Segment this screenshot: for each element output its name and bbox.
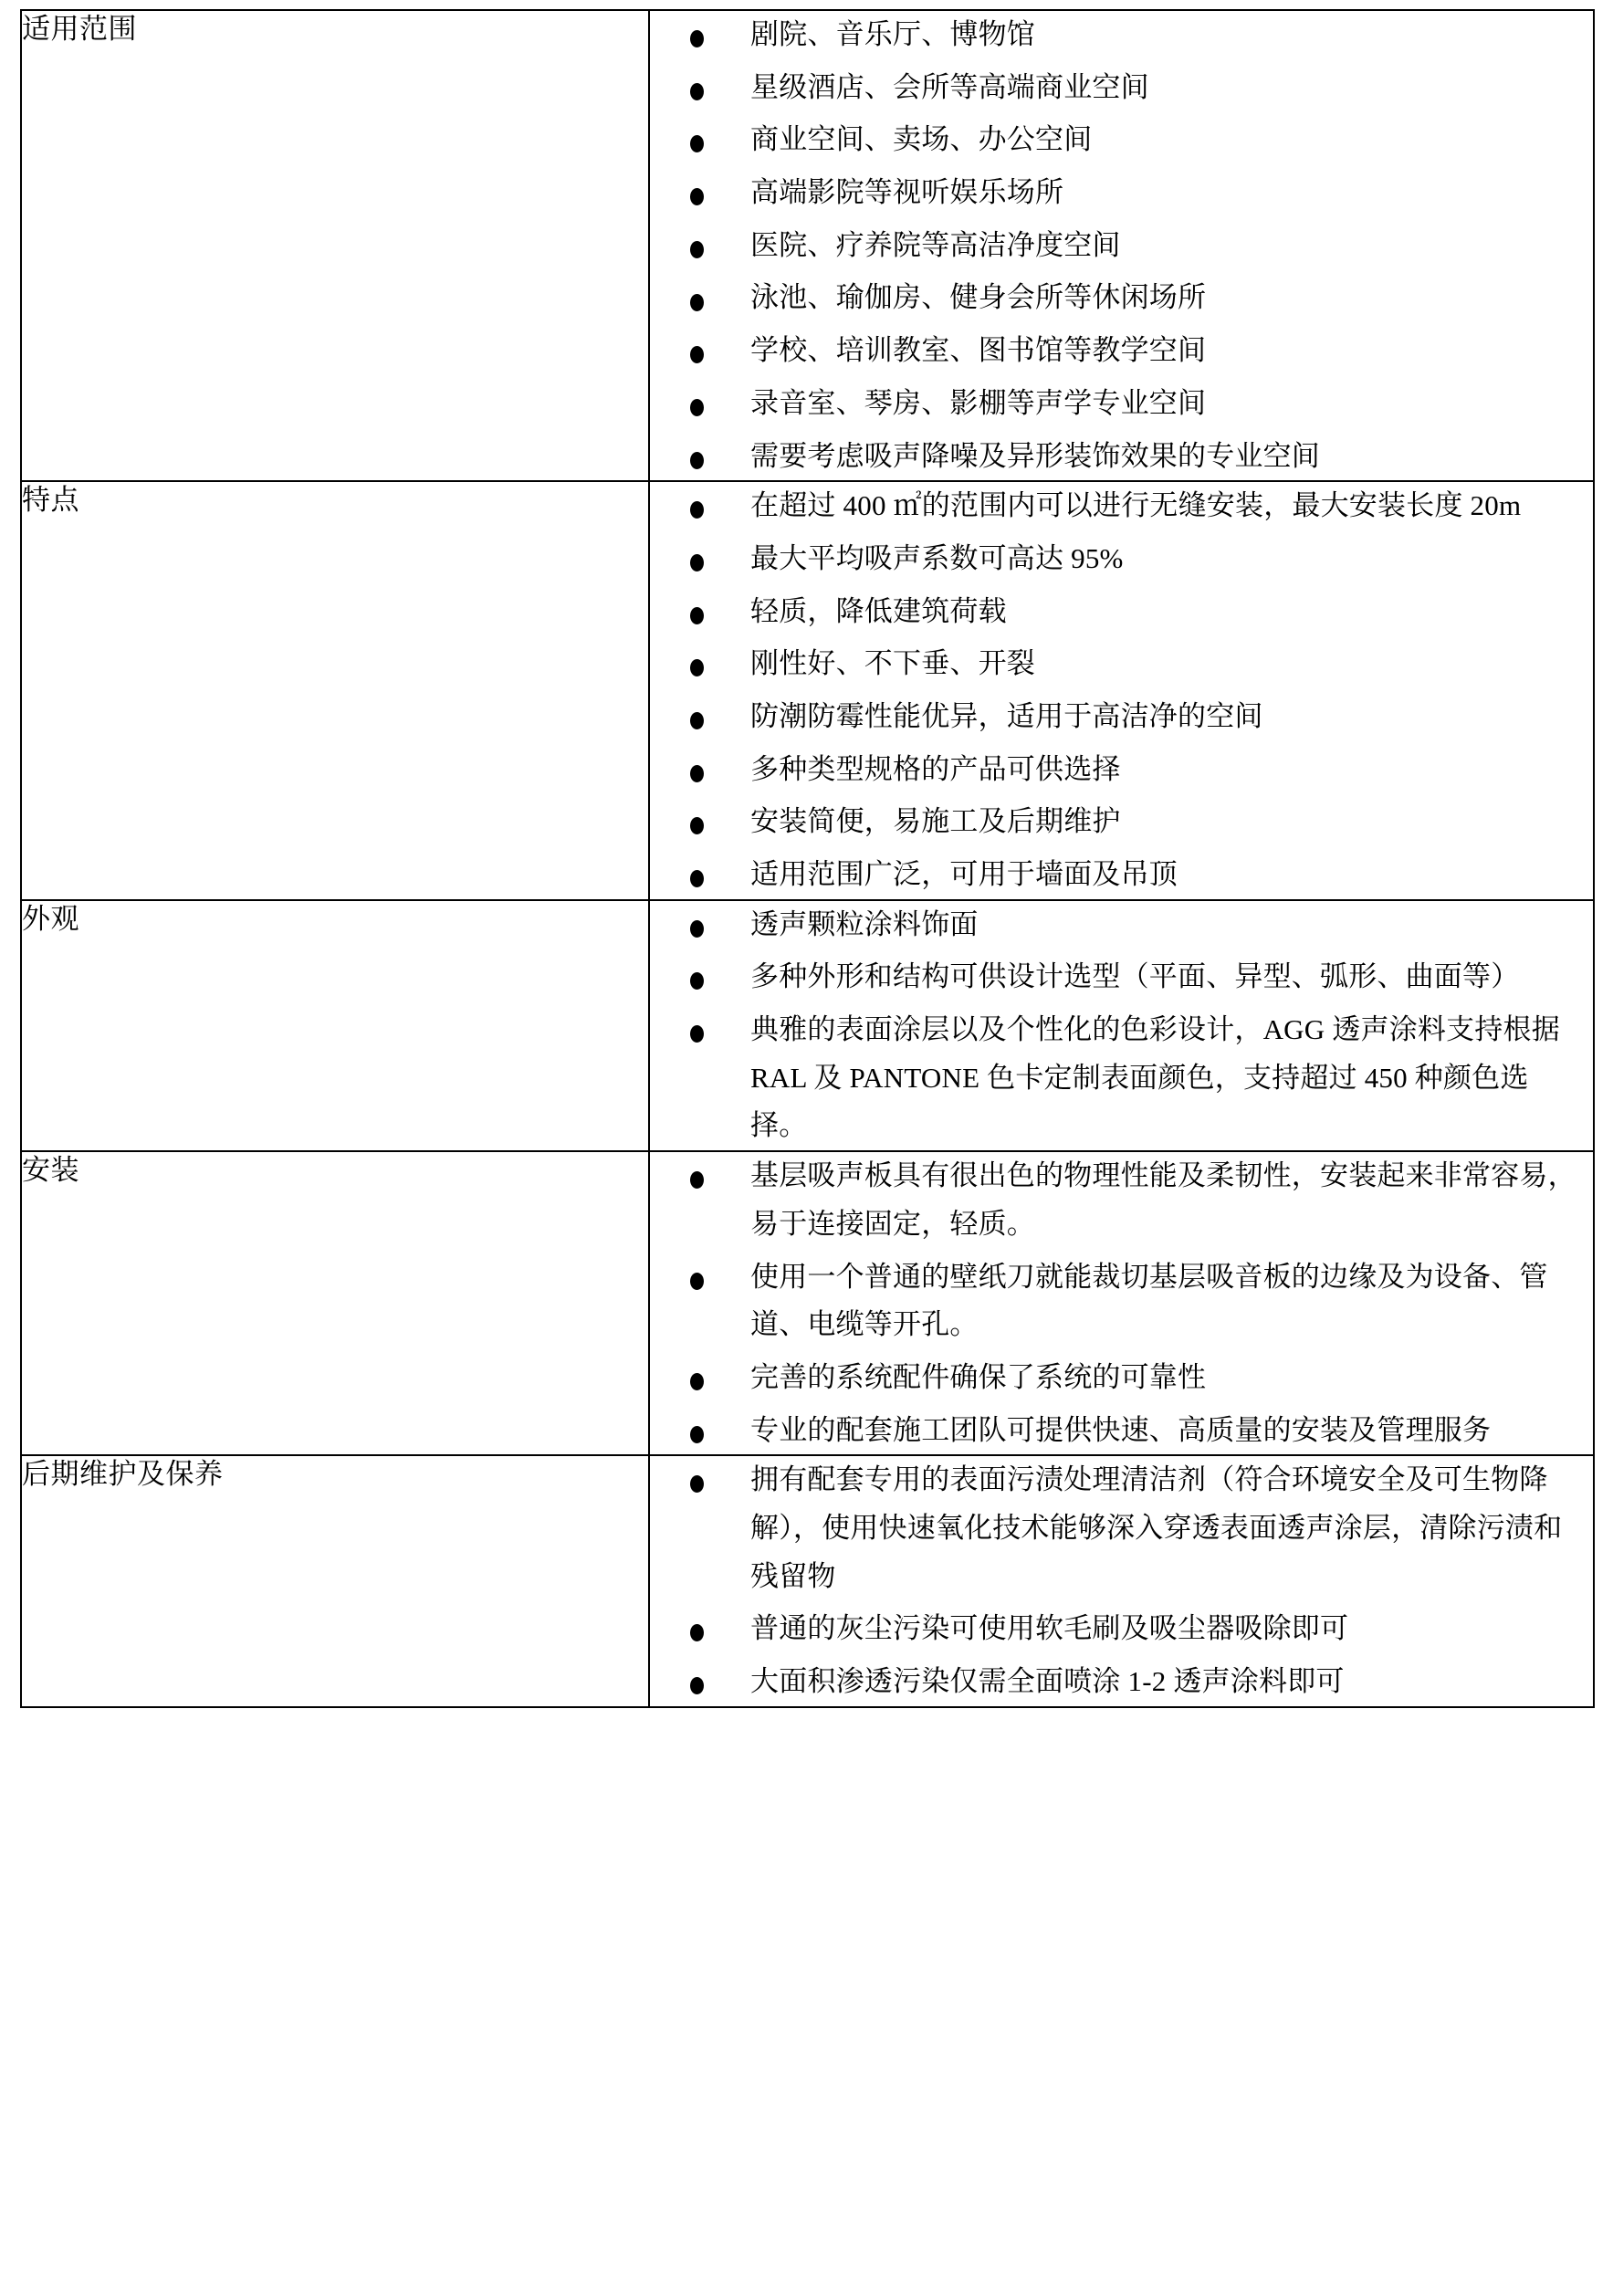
bullet-dot-icon <box>690 972 704 990</box>
bullet-dot-icon <box>690 817 704 834</box>
list-item-text: 透声颗粒涂料饰面 <box>750 907 979 940</box>
bullet-dot-icon <box>690 712 704 729</box>
list-item <box>650 169 1593 217</box>
list-item <box>650 380 1593 428</box>
row-label: 特点 <box>22 484 79 517</box>
bullet-dot-icon <box>690 1426 704 1443</box>
bullet-dot-icon <box>690 1373 704 1390</box>
list-item-text: 星级酒店、会所等高端商业空间 <box>750 70 1149 103</box>
bullet-list <box>650 901 1593 1150</box>
list-item-text: 普通的灰尘污染可使用软毛刷及吸尘器吸除即可 <box>750 1612 1349 1645</box>
list-item <box>650 274 1593 322</box>
list-item-text: 专业的配套施工团队可提供快速、高质量的安装及管理服务 <box>750 1413 1492 1446</box>
list-item-text: 多种类型规格的产品可供选择 <box>750 752 1121 785</box>
bullet-dot-icon <box>690 294 704 311</box>
row-label-cell <box>21 10 649 481</box>
spec-table-body <box>21 10 1594 1707</box>
table-row <box>21 10 1594 481</box>
list-item-text: 使用一个普通的壁纸刀就能裁切基层吸音板的边缘及为设备、管道、电缆等开孔。 <box>750 1260 1548 1341</box>
list-item <box>650 693 1593 741</box>
list-item-text: 录音室、琴房、影棚等声学专业空间 <box>750 386 1207 419</box>
list-item <box>650 535 1593 583</box>
list-item <box>650 1006 1593 1150</box>
list-item-text: 剧院、音乐厅、博物馆 <box>750 18 1035 50</box>
row-label-cell <box>21 481 649 900</box>
row-content-cell <box>649 10 1594 481</box>
bullet-list <box>650 482 1593 899</box>
list-item-text: 医院、疗养院等高洁净度空间 <box>750 228 1121 261</box>
list-item-text: 多种外形和结构可供设计选型（平面、异型、弧形、曲面等） <box>750 960 1520 993</box>
bullet-dot-icon <box>690 1624 704 1641</box>
list-item <box>650 1253 1593 1349</box>
list-item-text: 在超过 400 ㎡的范围内可以进行无缝安装，最大安装长度 20m <box>750 489 1522 522</box>
row-label: 后期维护及保养 <box>22 1458 224 1491</box>
list-item-text: 完善的系统配件确保了系统的可靠性 <box>750 1360 1207 1393</box>
list-item <box>650 1152 1593 1248</box>
list-item <box>650 116 1593 164</box>
bullet-dot-icon <box>690 765 704 782</box>
list-item <box>650 1605 1593 1653</box>
table-row <box>21 900 1594 1151</box>
row-label: 安装 <box>22 1154 79 1187</box>
list-item <box>650 798 1593 846</box>
list-item <box>650 222 1593 270</box>
list-item-text: 最大平均吸声系数可高达 95% <box>750 541 1124 574</box>
row-content-cell <box>649 1455 1594 1706</box>
bullet-dot-icon <box>690 607 704 624</box>
bullet-dot-icon <box>690 920 704 938</box>
bullet-dot-icon <box>690 346 704 363</box>
bullet-dot-icon <box>690 870 704 887</box>
list-item <box>650 1456 1593 1600</box>
list-item <box>650 1354 1593 1402</box>
bullet-dot-icon <box>690 659 704 676</box>
list-item-text: 学校、培训教室、图书馆等教学空间 <box>750 334 1207 367</box>
table-row <box>21 1455 1594 1706</box>
bullet-dot-icon <box>690 30 704 47</box>
bullet-dot-icon <box>690 1171 704 1189</box>
list-item-text: 泳池、瑜伽房、健身会所等休闲场所 <box>750 281 1207 314</box>
bullet-dot-icon <box>690 83 704 100</box>
list-item <box>650 1407 1593 1455</box>
bullet-dot-icon <box>690 188 704 205</box>
row-label-cell <box>21 900 649 1151</box>
list-item <box>650 433 1593 481</box>
list-item-text: 商业空间、卖场、办公空间 <box>750 123 1093 156</box>
list-item <box>650 1658 1593 1706</box>
list-item-text: 拥有配套专用的表面污渍处理清洁剂（符合环境安全及可生物降解），使用快速氧化技术能够深入穿透表面透声涂层，清除污渍和残留物 <box>750 1463 1563 1592</box>
row-label-cell <box>21 1455 649 1706</box>
list-item-text: 刚性好、不下垂、开裂 <box>750 647 1035 680</box>
bullet-dot-icon <box>690 1025 704 1043</box>
list-item <box>650 327 1593 375</box>
list-item <box>650 588 1593 636</box>
list-item <box>650 851 1593 899</box>
list-item <box>650 482 1593 530</box>
list-item <box>650 64 1593 112</box>
bullet-dot-icon <box>690 399 704 416</box>
list-item-text: 需要考虑吸声降噪及异形装饰效果的专业空间 <box>750 439 1320 472</box>
table-row <box>21 1151 1594 1455</box>
bullet-list <box>650 11 1593 480</box>
row-label-cell <box>21 1151 649 1455</box>
row-label: 外观 <box>22 902 79 935</box>
spec-table <box>20 9 1595 1708</box>
bullet-dot-icon <box>690 1475 704 1493</box>
list-item-text: 大面积渗透污染仅需全面喷涂 1-2 透声涂料即可 <box>750 1665 1345 1697</box>
list-item-text: 适用范围广泛，可用于墙面及吊顶 <box>750 858 1178 890</box>
list-item <box>650 640 1593 688</box>
list-item-text: 轻质，降低建筑荷载 <box>750 594 1007 627</box>
bullet-dot-icon <box>690 452 704 469</box>
list-item <box>650 953 1593 1001</box>
bullet-list <box>650 1152 1593 1454</box>
row-content-cell <box>649 1151 1594 1455</box>
list-item-text: 安装简便，易施工及后期维护 <box>750 805 1121 838</box>
row-content-cell <box>649 481 1594 900</box>
list-item-text: 基层吸声板具有很出色的物理性能及柔韧性，安装起来非常容易，易于连接固定，轻质。 <box>750 1159 1576 1240</box>
list-item <box>650 746 1593 794</box>
list-item <box>650 11 1593 59</box>
bullet-dot-icon <box>690 135 704 152</box>
row-content-cell <box>649 900 1594 1151</box>
list-item-text: 防潮防霉性能优异，适用于高洁净的空间 <box>750 699 1263 732</box>
bullet-dot-icon <box>690 241 704 258</box>
bullet-list <box>650 1456 1593 1705</box>
list-item-text: 高端影院等视听娱乐场所 <box>750 176 1064 209</box>
bullet-dot-icon <box>690 501 704 519</box>
bullet-dot-icon <box>690 1273 704 1290</box>
bullet-dot-icon <box>690 554 704 571</box>
table-row <box>21 481 1594 900</box>
list-item-text: 典雅的表面涂层以及个性化的色彩设计，AGG 透声涂料支持根据 RAL 及 PANTONE 色卡定制表面颜色，支持超过 450 种颜色选择。 <box>750 1013 1560 1142</box>
bullet-dot-icon <box>690 1677 704 1694</box>
list-item <box>650 901 1593 949</box>
row-label: 适用范围 <box>22 13 137 45</box>
